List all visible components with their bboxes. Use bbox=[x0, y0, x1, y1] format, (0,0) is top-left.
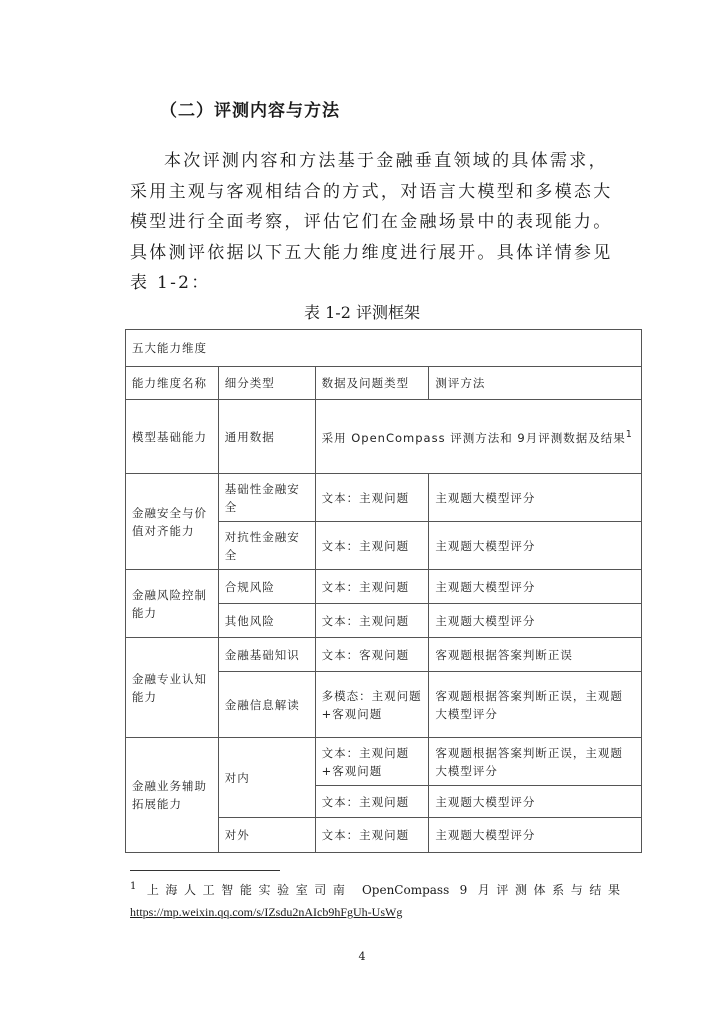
page-number: 4 bbox=[358, 950, 366, 963]
data-type-cell: 多模态：主观问题+客观问题 bbox=[315, 672, 429, 738]
footnote-mark: 1 bbox=[625, 429, 633, 441]
data-type-cell: 文本：主观问题 bbox=[315, 474, 429, 522]
table-header-row bbox=[126, 367, 642, 400]
footnote-text: 上海人工智能实验室司南 OpenCompass 9 月评测体系与结果 bbox=[146, 883, 620, 897]
footnote bbox=[130, 876, 620, 923]
subtype-cell: 对内 bbox=[218, 738, 315, 818]
subtype-cell: 对外 bbox=[218, 818, 315, 853]
data-type-cell: 文本：主观问题+客观问题 bbox=[315, 738, 429, 786]
table-caption: 表 1-2 评测框架 bbox=[304, 303, 420, 322]
table-row bbox=[126, 638, 642, 672]
dimension-cell: 模型基础能力 bbox=[126, 400, 219, 474]
data-type-cell: 文本：客观问题 bbox=[315, 638, 429, 672]
table-title-cell: 五大能力维度 bbox=[126, 330, 642, 367]
subtype-cell: 金融信息解读 bbox=[218, 672, 315, 738]
header-cell: 能力维度名称 bbox=[126, 367, 219, 400]
subtype-cell: 通用数据 bbox=[218, 400, 315, 474]
subtype-cell: 金融基础知识 bbox=[218, 638, 315, 672]
method-cell: 主观题大模型评分 bbox=[429, 570, 642, 604]
method-cell: 客观题根据答案判断正误 bbox=[429, 638, 642, 672]
method-cell bbox=[315, 400, 641, 474]
section-heading: （二）评测内容与方法 bbox=[160, 101, 340, 121]
subtype-cell: 基础性金融安全 bbox=[218, 474, 315, 522]
dimension-cell: 金融安全与价值对齐能力 bbox=[126, 474, 219, 570]
dimension-cell: 金融风险控制能力 bbox=[126, 570, 219, 638]
footnote-number: 1 bbox=[130, 881, 137, 892]
dimension-cell: 金融专业认知能力 bbox=[126, 638, 219, 738]
header-cell: 数据及问题类型 bbox=[315, 367, 429, 400]
table-row bbox=[126, 474, 642, 522]
method-cell: 主观题大模型评分 bbox=[429, 474, 642, 522]
header-cell: 测评方法 bbox=[429, 367, 642, 400]
data-type-cell: 文本：主观问题 bbox=[315, 522, 429, 570]
data-type-cell: 文本：主观问题 bbox=[315, 818, 429, 853]
method-cell: 主观题大模型评分 bbox=[429, 818, 642, 853]
data-type-cell: 文本：主观问题 bbox=[315, 786, 429, 818]
method-text: 采用 OpenCompass 评测方法和 9月评测数据及结果 bbox=[321, 430, 626, 445]
table-title-row bbox=[126, 330, 642, 367]
header-cell: 细分类型 bbox=[218, 367, 315, 400]
footnote-link[interactable]: https://mp.weixin.qq.com/s/IZsdu2nAIcb9hFgUh-UsWg bbox=[130, 905, 403, 919]
subtype-cell: 合规风险 bbox=[218, 570, 315, 604]
subtype-cell: 对抗性金融安全 bbox=[218, 522, 315, 570]
table-row bbox=[126, 400, 642, 474]
table-row bbox=[126, 738, 642, 786]
table-row bbox=[126, 570, 642, 604]
method-cell: 主观题大模型评分 bbox=[429, 604, 642, 638]
footnote-divider bbox=[130, 870, 280, 871]
data-type-cell: 文本：主观问题 bbox=[315, 604, 429, 638]
body-paragraph bbox=[130, 146, 620, 299]
dimension-cell: 金融业务辅助拓展能力 bbox=[126, 738, 219, 853]
data-type-cell: 文本：主观问题 bbox=[315, 570, 429, 604]
method-cell: 主观题大模型评分 bbox=[429, 786, 642, 818]
body-paragraph-text: 本次评测内容和方法基于金融垂直领域的具体需求，采用主观与客观相结合的方式，对语言大模型和多模态大模型进行全面考察，评估它们在金融场景中的表现能力。具体测评依据以下五大能力维度进行展开。具体详情参见表 1-2： bbox=[130, 151, 613, 293]
evaluation-framework-table bbox=[125, 329, 642, 853]
method-cell: 客观题根据答案判断正误，主观题大模型评分 bbox=[429, 738, 642, 786]
method-cell: 主观题大模型评分 bbox=[429, 522, 642, 570]
method-cell: 客观题根据答案判断正误，主观题大模型评分 bbox=[429, 672, 642, 738]
footnote-line bbox=[130, 876, 620, 901]
subtype-cell: 其他风险 bbox=[218, 604, 315, 638]
